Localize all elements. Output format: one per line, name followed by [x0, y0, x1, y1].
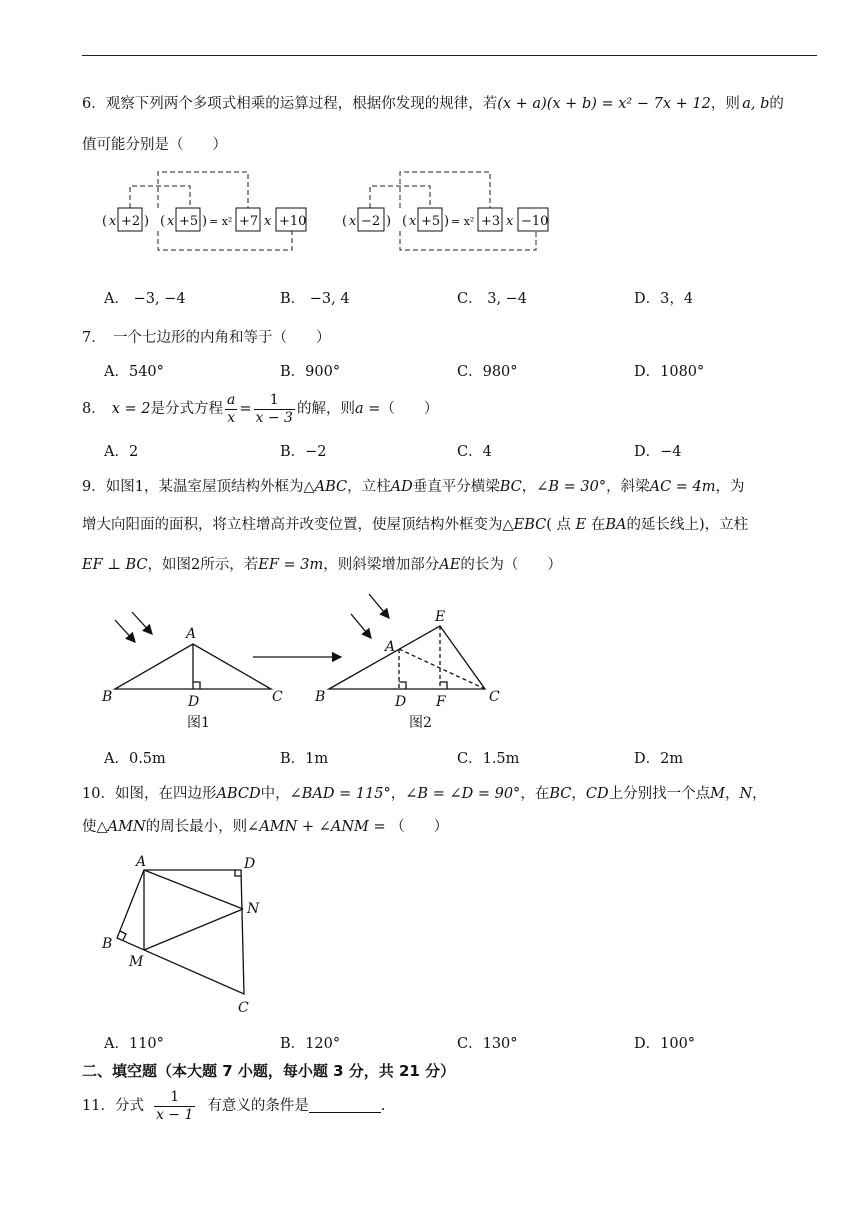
- q6-figure-right: [340, 168, 560, 270]
- section-2-title: 二、填空题（本大题 7 小题，每小题 3 分，共 21 分）: [82, 1062, 456, 1080]
- q6-stem-line1: 6．观察下列两个多项式相乘的运算过程，根据你发现的规律，若(x + a)(x + b) = x² − 7x + 12，则 a, b的: [82, 96, 784, 112]
- q6-option-c[interactable]: C． 3, −4: [457, 291, 528, 307]
- svg-text:−2: −2: [361, 214, 381, 229]
- q10-option-b[interactable]: B．120°: [280, 1036, 341, 1052]
- svg-text:x: x: [349, 214, 357, 229]
- svg-text:D: D: [395, 694, 407, 710]
- q11-answer-blank[interactable]: [309, 1099, 381, 1113]
- q6-stem-line2: 值可能分别是（ ）: [82, 137, 227, 153]
- q7-option-b[interactable]: B．900°: [280, 364, 341, 380]
- q7-stem: 7． 一个七边形的内角和等于（ ）: [82, 330, 331, 346]
- svg-text:A: A: [136, 854, 147, 870]
- q8-option-a[interactable]: A．2: [104, 444, 139, 460]
- svg-text:x: x: [506, 214, 514, 229]
- q6-option-a[interactable]: A． −3, −4: [104, 291, 186, 307]
- svg-text:F: F: [436, 694, 446, 710]
- svg-text:E: E: [435, 609, 446, 625]
- q8-option-c[interactable]: C．4: [457, 444, 492, 460]
- svg-text:x: x: [167, 214, 175, 229]
- svg-text:+10: +10: [279, 214, 307, 229]
- svg-text:D: D: [188, 694, 200, 710]
- svg-text:A: A: [385, 639, 396, 655]
- svg-text:(: (: [160, 214, 166, 229]
- q10-stem-line2: 使△AMN的周长最小，则∠AMN + ∠ANM = （ ）: [82, 819, 449, 835]
- svg-text:B: B: [315, 689, 326, 705]
- svg-text:图1: 图1: [187, 715, 210, 731]
- q9-option-d[interactable]: D．2m: [634, 751, 684, 767]
- svg-text:): ): [202, 214, 208, 229]
- svg-text:x: x: [109, 214, 117, 229]
- q7-option-c[interactable]: C．980°: [457, 364, 518, 380]
- svg-text:(: (: [342, 214, 348, 229]
- svg-text:x: x: [409, 214, 417, 229]
- q9-option-b[interactable]: B．1m: [280, 751, 329, 767]
- svg-text:C: C: [238, 1000, 249, 1016]
- q10-figure: [98, 848, 278, 1023]
- q11-fraction: $\frac{1}{x - 1}$: [155, 1089, 194, 1123]
- svg-text:N: N: [247, 901, 260, 917]
- q10-option-c[interactable]: C．130°: [457, 1036, 518, 1052]
- q7-option-d[interactable]: D．1080°: [634, 364, 705, 380]
- q9-option-c[interactable]: C．1.5m: [457, 751, 520, 767]
- svg-text:): ): [144, 214, 150, 229]
- svg-text:A: A: [186, 626, 197, 642]
- q8-option-b[interactable]: B．−2: [280, 444, 327, 460]
- svg-text:C: C: [489, 689, 500, 705]
- svg-text:D: D: [244, 856, 256, 872]
- svg-text:图2: 图2: [409, 715, 432, 731]
- q11-stem: 11．分式 $\frac{1}{x - 1}$ 有意义的条件是 .: [82, 1089, 386, 1123]
- svg-text:B: B: [102, 936, 113, 952]
- header-rule: [82, 55, 817, 56]
- svg-text:): ): [444, 214, 450, 229]
- q7-option-a[interactable]: A．540°: [104, 364, 164, 380]
- q6-figure-left: [100, 168, 320, 270]
- svg-text:(: (: [402, 214, 408, 229]
- svg-text:(: (: [102, 214, 108, 229]
- svg-text:M: M: [129, 954, 144, 970]
- svg-text:): ): [386, 214, 392, 229]
- q10-option-a[interactable]: A．110°: [104, 1036, 164, 1052]
- q9-stem-line1: 9．如图1，某温室屋顶结构外框为△ABC，立柱AD垂直平分横梁BC，∠B = 30°，斜梁AC = 4m，为: [82, 479, 745, 495]
- q6-option-b[interactable]: B． −3, 4: [280, 291, 350, 307]
- svg-text:+5: +5: [179, 214, 199, 229]
- q9-figure: [95, 588, 515, 738]
- svg-text:x: x: [264, 214, 272, 229]
- q10-stem-line1: 10．如图，在四边形ABCD中，∠BAD = 115°，∠B = ∠D = 90°，在BC，CD上分别找一个点M，N，: [82, 786, 767, 802]
- svg-text:+5: +5: [421, 214, 441, 229]
- svg-text:+7: +7: [239, 214, 259, 229]
- q9-stem-line2: 增大向阳面的面积，将立柱增高并改变位置，使屋顶结构外框变为△EBC( 点 E 在BA的延长线上)，立柱: [82, 517, 749, 533]
- q10-option-d[interactable]: D．100°: [634, 1036, 696, 1052]
- svg-text:B: B: [102, 689, 113, 705]
- q8-option-d[interactable]: D．−4: [634, 444, 682, 460]
- svg-text:−10: −10: [521, 214, 549, 229]
- q6-option-d[interactable]: D．3，4: [634, 291, 694, 307]
- svg-text:+2: +2: [121, 214, 141, 229]
- svg-text:= x²: = x²: [209, 215, 233, 228]
- q9-option-a[interactable]: A．0.5m: [104, 751, 166, 767]
- svg-text:C: C: [272, 689, 283, 705]
- q8-fraction-left: $\frac{a}{x}$: [227, 392, 236, 426]
- q9-stem-line3: EF ⊥ BC，如图2所示，若EF = 3m，则斜梁增加部分AE的长为（ ）: [82, 557, 562, 573]
- q8-fraction-right: $\frac{1}{x - 3}$: [255, 392, 293, 426]
- q8-stem: 8． x = 2 是分式方程 $\frac{a}{x}$ = $\frac{1}{x - 3}$ 的解，则 a = （ ）: [82, 392, 439, 426]
- svg-text:= x²: = x²: [451, 215, 475, 228]
- svg-text:+3: +3: [481, 214, 501, 229]
